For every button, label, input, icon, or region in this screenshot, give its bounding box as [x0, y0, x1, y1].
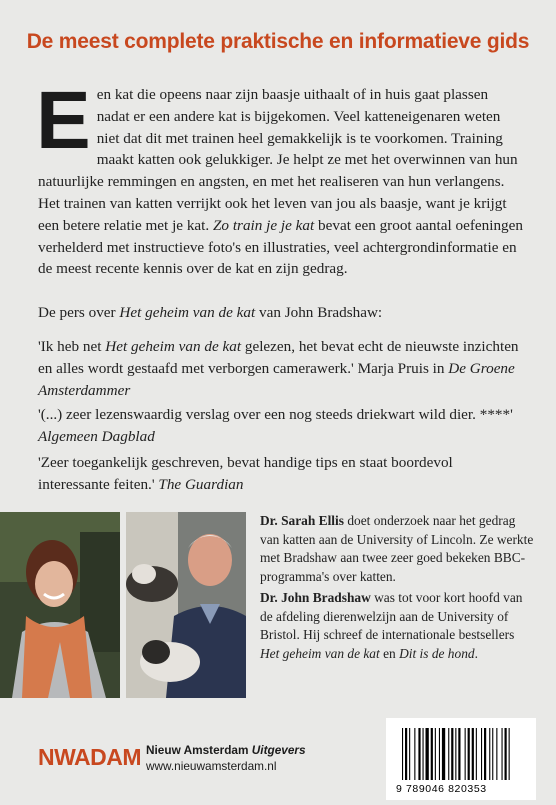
quote-1 — [38, 336, 524, 401]
john-bradshaw-photo — [126, 512, 246, 698]
barcode-bar — [476, 728, 477, 780]
barcode-bar — [442, 728, 445, 780]
bio-2-title-2: Dit is de hond — [399, 645, 475, 661]
quote-2-source: Algemeen Dagblad — [38, 427, 155, 445]
barcode-bar — [509, 728, 510, 780]
barcode-bar — [402, 728, 403, 780]
footer — [0, 718, 556, 800]
publisher-name-text: Nieuw Amsterdam — [146, 743, 252, 757]
barcode-bar — [439, 728, 440, 780]
intro-book-title: Zo train je je kat — [212, 216, 315, 234]
quote-1-title: Het geheim van de kat — [105, 338, 242, 355]
quote-3 — [38, 452, 524, 496]
press-intro-title: Het geheim van de kat — [119, 304, 256, 321]
bio-2-name: Dr. John Bradshaw — [260, 590, 371, 605]
bio-john-bradshaw — [260, 589, 536, 663]
barcode-bar — [468, 728, 470, 780]
bio-2-end: . — [474, 645, 478, 661]
barcode-bar — [451, 728, 453, 780]
barcode-bar — [489, 728, 490, 780]
headline: De meest complete praktische en informatieve gids — [26, 30, 530, 53]
barcode-bar — [472, 728, 474, 780]
quote-3-source: The Guardian — [158, 475, 244, 493]
barcode-bar — [426, 728, 429, 780]
bio-2-text: was tot voor kort hoofd van de afdeling dierenwelzijn aan de University of Bristol. Hij schreef de internationale bestsellers — [260, 590, 523, 643]
intro-text-2: bevat een groot aantal oefeningen verhelderd met instructieve foto's en illustraties, veel achtergrondinformatie en de meest recente kennis over de kat en zijn gedrag. — [38, 216, 523, 278]
quote-2-text: '(...) zeer lezenswaardig verslag over een nog steeds driekwart wild dier. ****' — [38, 406, 513, 423]
barcode-bar — [465, 728, 466, 780]
quote-1-source: Marja Pruis in — [357, 359, 449, 377]
barcode-digits: 9 789046 820353 — [396, 783, 487, 795]
barcode-bar — [502, 728, 503, 780]
barcode-bar — [455, 728, 456, 780]
bio-1-name: Dr. Sarah Ellis — [260, 513, 344, 528]
quote-2 — [38, 404, 524, 448]
barcode-bar — [481, 728, 482, 780]
bio-2-title-1: Het geheim van de kat — [260, 645, 380, 661]
barcode-bar — [423, 728, 424, 780]
author-photos — [0, 512, 246, 698]
drop-cap: E — [36, 75, 91, 166]
barcode-bar — [431, 728, 433, 780]
barcode — [386, 718, 536, 800]
bio-sarah-ellis — [260, 512, 536, 586]
quote-3-text: 'Zeer toegankelijk geschreven, bevat handige tips en staat boordevol interessante feiten.' — [38, 454, 453, 493]
intro-paragraph — [36, 75, 524, 280]
publisher-name-italic: Uitgevers — [251, 743, 306, 757]
barcode-bar — [492, 728, 493, 780]
barcode-bar — [409, 728, 410, 780]
barcode-bar — [448, 728, 449, 780]
publisher-info — [146, 742, 306, 774]
barcode-bar — [405, 728, 407, 780]
barcode-bar — [435, 728, 436, 780]
barcode-bar — [458, 728, 460, 780]
barcode-bar — [484, 728, 486, 780]
publisher-logo: NWADAM — [38, 744, 142, 770]
barcode-bar — [418, 728, 420, 780]
barcode-bar — [414, 728, 415, 780]
quote-1-after: gelezen, het bevat echt de nieuwste inzichten en alles wordt gestaafd met verborgen camerawerk.' — [38, 338, 519, 377]
publisher-name — [146, 742, 306, 758]
press-intro-before: De pers over — [38, 304, 120, 321]
bio-2-mid: en — [379, 645, 400, 661]
publisher-website: www.nieuwamsterdam.nl — [146, 759, 277, 773]
barcode-bar — [505, 728, 507, 780]
press-intro — [38, 302, 524, 324]
press-intro-after: van John Bradshaw: — [255, 304, 383, 321]
quote-1-before: 'Ik heb net — [38, 338, 106, 355]
quote-1-source-publication: De Groene Amsterdammer — [38, 359, 515, 399]
intro-text-1: en kat die opeens naar zijn baasje uithaalt of in huis gaat plassen nadat er een andere kat is bijgekomen. Veel katteneigenaren weten niet dat dit met trainen heel gemakkelijk is te voorkomen. Training maakt katten ook gelukkiger. Je helpt ze met het overwinnen van hun natuurlijke remmingen en angsten, en met het realiseren van hun verlangens. Het trainen van katten verrijkt ook het leven van jou als baasje, want je krijgt een betere relatie met je kat. — [38, 86, 518, 234]
bio-1-text: doet onderzoek naar het gedrag van katten aan de University of Lincoln. Ze werkte met Bradshaw aan twee zeer goed bekeken BBC-programma's over katten. — [260, 513, 534, 584]
barcode-bar — [496, 728, 497, 780]
sarah-ellis-photo — [0, 512, 120, 698]
